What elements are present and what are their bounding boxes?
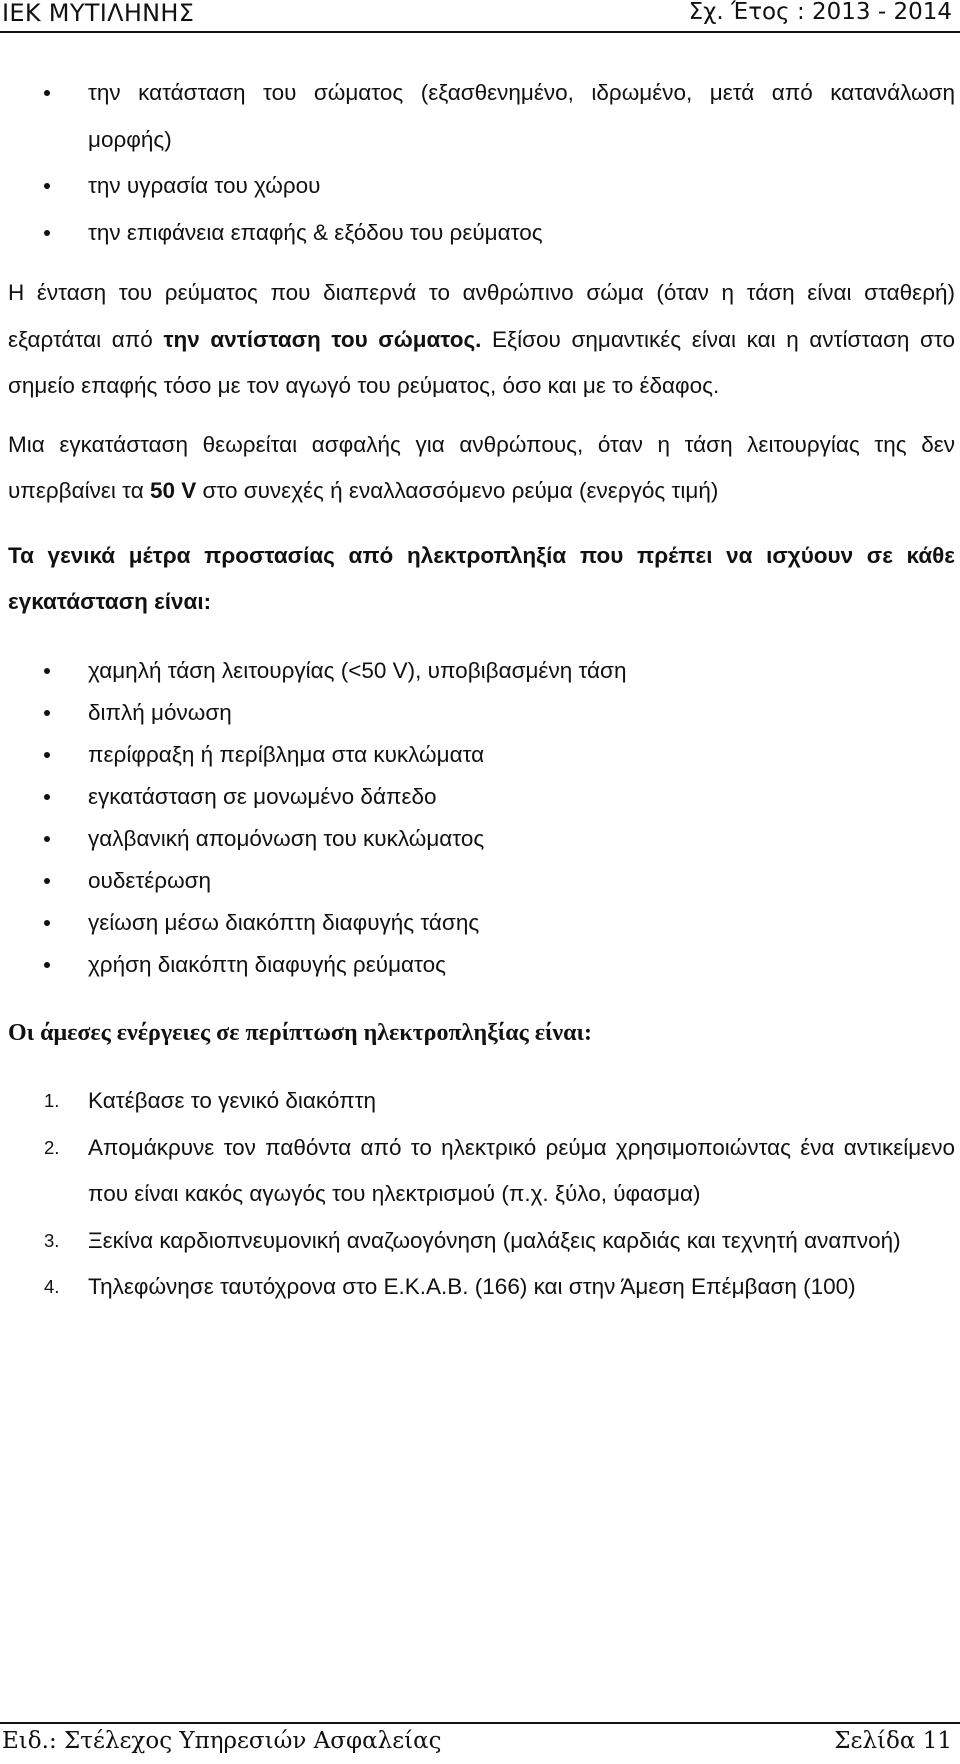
paragraph-safe-voltage: Μια εγκατάσταση θεωρείται ασφαλής για ανθρώπους, όταν η τάση λειτουργίας της δεν υπερβαίνει τα 50 V στο συνεχές ή εναλλασσόμενο ρεύμα (ενεργός τιμή) <box>8 431 955 503</box>
bullet-icon <box>44 794 50 800</box>
list-item: 2. Απομάκρυνε τον παθόντα από το ηλεκτρικό ρεύμα χρησιμοποιώντας ένα αντικείμενο που είναι κακός αγωγός του ηλεκτρισμού (π.χ. ξύλο, ύφασμα) <box>8 1125 955 1218</box>
header-institution: ΙΕΚ ΜΥΤΙΛΗΝΗΣ <box>2 0 195 27</box>
heading-protection-measures: Τα γενικά μέτρα προστασίας από ηλεκτροπληξία που πρέπει να ισχύουν σε κάθε εγκατάσταση είναι: <box>8 542 955 614</box>
bullet-icon <box>44 920 50 926</box>
page-number: Σελίδα 11 <box>834 1728 952 1754</box>
header-school-year: Σχ. Έτος : 2013 - 2014 <box>688 0 952 25</box>
heading-immediate-actions: Οι άμεσες ενέργειες σε περίπτωση ηλεκτροπληξίας είναι: <box>8 1019 592 1046</box>
page-header <box>0 0 960 30</box>
list-item: 1. Κατέβασε το γενικό διακόπτη <box>8 1078 955 1125</box>
list-item: την κατάσταση του σώματος (εξασθενημένο, ιδρωμένο, μετά από κατανάλωση μορφής) <box>8 70 955 163</box>
list-item: ουδετέρωση <box>8 860 955 902</box>
page-content <box>8 70 955 1311</box>
immediate-actions-list <box>8 1078 955 1311</box>
bullet-icon <box>44 836 50 842</box>
bullet-icon <box>44 183 50 189</box>
step-number: 1. <box>44 1090 60 1111</box>
page-footer <box>0 1722 960 1764</box>
list-item: 3. Ξεκίνα καρδιοπνευμονική αναζωογόνηση (μαλάξεις καρδιάς και τεχνητή αναπνοή) <box>8 1218 955 1265</box>
conditions-list <box>8 70 955 256</box>
list-item: την επιφάνεια επαφής & εξόδου του ρεύματος <box>8 210 955 257</box>
bullet-icon <box>44 710 50 716</box>
list-item: την υγρασία του χώρου <box>8 163 955 210</box>
step-number: 2. <box>44 1136 60 1158</box>
list-item: διπλή μόνωση <box>8 692 955 734</box>
bullet-icon <box>44 90 50 96</box>
list-item: 4. Τηλεφώνησε ταυτόχρονα στο Ε.Κ.Α.Β. (166) και στην Άμεση Επέμβαση (100) <box>8 1264 955 1311</box>
protection-measures-list <box>8 650 955 986</box>
footer-rule <box>0 1722 960 1724</box>
list-item: εγκατάσταση σε μονωμένο δάπεδο <box>8 776 955 818</box>
list-item: γαλβανική απομόνωση του κυκλώματος <box>8 818 955 860</box>
step-number: 4. <box>44 1276 60 1297</box>
list-item: γείωση μέσω διακόπτη διαφυγής τάσης <box>8 902 955 944</box>
header-rule <box>0 31 960 33</box>
footer-specialty: Ειδ.: Στέλεχος Υπηρεσιών Ασφαλείας <box>2 1728 442 1754</box>
paragraph-current-intensity: Η ένταση του ρεύματος που διαπερνά το ανθρώπινο σώμα (όταν η τάση είναι σταθερή) εξαρτάται από την αντίσταση του σώματος. Εξίσου σημαντικές είναι και η αντίσταση στο σημείο επαφής τόσο με τον αγωγό του ρεύματος, όσο και με το έδαφος. <box>8 280 956 398</box>
list-item: χρήση διακόπτη διαφυγής ρεύματος <box>8 944 955 986</box>
bullet-icon <box>44 230 50 236</box>
bullet-icon <box>44 962 50 968</box>
bullet-icon <box>44 752 50 758</box>
bullet-icon <box>44 878 50 884</box>
bullet-icon <box>44 668 50 674</box>
list-item: χαμηλή τάση λειτουργίας (<50 V), υποβιβασμένη τάση <box>8 650 955 692</box>
list-item: περίφραξη ή περίβλημα στα κυκλώματα <box>8 734 955 776</box>
step-number: 3. <box>44 1229 60 1251</box>
